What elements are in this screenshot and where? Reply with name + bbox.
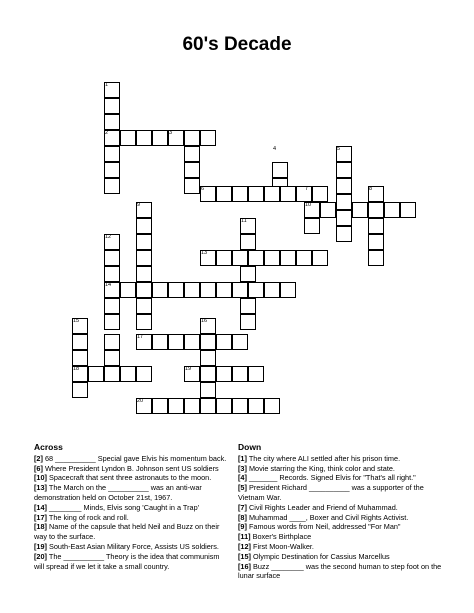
clue-text: Famous words from Neil, addressed "For Man" <box>246 522 401 532</box>
clue-text: ________ Minds, Elvis song 'Caught in a Trap' <box>46 502 200 512</box>
down-header: Down <box>238 442 262 452</box>
grid-cell[interactable] <box>152 398 168 414</box>
grid-cell[interactable] <box>280 282 296 298</box>
clue-number: 18 <box>73 366 80 372</box>
grid-cell[interactable] <box>200 398 216 414</box>
down-clue <box>238 454 450 464</box>
across-clue <box>34 464 230 474</box>
grid-cell[interactable] <box>312 186 328 202</box>
grid-cell[interactable] <box>368 218 384 234</box>
clue-number: 10 <box>305 202 312 208</box>
clue-text: Olympic Destination for Cassius Marcellus <box>250 551 390 561</box>
down-clue <box>238 522 450 532</box>
across-clue <box>34 483 230 503</box>
grid-cell[interactable] <box>200 282 216 298</box>
clue-index: [10] <box>34 473 47 483</box>
clue-index: [17] <box>34 512 47 522</box>
grid-cell[interactable] <box>352 202 368 218</box>
grid-cell[interactable] <box>136 218 152 234</box>
grid-cell[interactable] <box>232 398 248 414</box>
grid-cell[interactable] <box>72 350 88 366</box>
grid-cell[interactable] <box>104 350 120 366</box>
across-clues <box>34 443 230 571</box>
grid-cell[interactable] <box>336 226 352 242</box>
grid-cell[interactable] <box>232 366 248 382</box>
grid-cell[interactable] <box>272 162 288 178</box>
grid-cell[interactable] <box>232 334 248 350</box>
clue-text: The city where ALI settled after his prison time. <box>246 453 401 463</box>
down-clue <box>238 532 450 542</box>
clue-text: Movie starring the King, think color and state. <box>246 463 395 473</box>
grid-cell[interactable] <box>232 186 248 202</box>
clue-number: 16 <box>201 318 208 324</box>
clue-number: 17 <box>137 334 144 340</box>
clue-text: Buzz ________ was the second human to step foot on the lunar surface <box>238 561 442 581</box>
grid-cell[interactable] <box>104 298 120 314</box>
across-header: Across <box>34 442 63 452</box>
grid-cell[interactable] <box>304 218 320 234</box>
clue-number: 5 <box>337 146 341 152</box>
clue-index: [5] <box>238 483 247 493</box>
grid-cell[interactable] <box>200 366 216 382</box>
grid-cell[interactable] <box>184 162 200 178</box>
grid-cell[interactable] <box>152 334 168 350</box>
clue-number: 8 <box>369 186 373 192</box>
grid-cell[interactable] <box>400 202 416 218</box>
down-clues <box>238 443 450 581</box>
grid-cell[interactable] <box>248 282 264 298</box>
clue-index: [16] <box>238 561 251 571</box>
clue-index: [12] <box>238 541 251 551</box>
grid-cell[interactable] <box>200 130 216 146</box>
grid-cell[interactable] <box>104 98 120 114</box>
down-clue <box>238 562 450 582</box>
clue-text: Spacecraft that sent three astronauts to the moon. <box>46 473 212 483</box>
grid-cell[interactable] <box>168 334 184 350</box>
page-title: 60's Decade <box>182 34 292 55</box>
grid-cell[interactable] <box>136 298 152 314</box>
clue-index: [19] <box>34 541 47 551</box>
clue-index: [13] <box>34 483 47 493</box>
grid-cell[interactable] <box>336 194 352 210</box>
grid-cell[interactable] <box>248 186 264 202</box>
clue-text: Civil Rights Leader and Friend of Muhammad. <box>246 502 398 512</box>
grid-cell[interactable] <box>240 266 256 282</box>
grid-cell[interactable] <box>240 234 256 250</box>
clue-text: Muhammad ____, Boxer and Civil Rights Activist. <box>246 512 409 522</box>
grid-cell[interactable] <box>216 334 232 350</box>
grid-cell[interactable] <box>168 398 184 414</box>
clue-text: President Richard __________ was a supporter of the Vietnam War. <box>238 483 424 502</box>
grid-cell[interactable] <box>184 146 200 162</box>
clue-number: 14 <box>105 282 112 288</box>
grid-cell[interactable] <box>136 282 152 298</box>
grid-cell[interactable] <box>168 282 184 298</box>
clue-number: 9 <box>137 202 141 208</box>
grid-cell[interactable] <box>152 130 168 146</box>
clue-number: 4 <box>273 146 277 152</box>
grid-cell[interactable] <box>336 210 352 226</box>
grid-cell[interactable] <box>368 234 384 250</box>
clue-index: [6] <box>34 463 43 473</box>
grid-cell[interactable] <box>216 282 232 298</box>
clue-text: The king of rock and roll. <box>46 512 129 522</box>
grid-cell[interactable] <box>104 250 120 266</box>
grid-cell[interactable] <box>184 398 200 414</box>
clue-index: [14] <box>34 502 47 512</box>
clue-number: 2 <box>105 130 109 136</box>
grid-cell[interactable] <box>136 250 152 266</box>
grid-cell[interactable] <box>264 250 280 266</box>
grid-cell[interactable] <box>248 398 264 414</box>
grid-cell[interactable] <box>72 334 88 350</box>
grid-cell[interactable] <box>320 202 336 218</box>
down-clue-list <box>238 454 450 581</box>
clue-number: 6 <box>201 186 205 192</box>
grid-cell[interactable] <box>72 382 88 398</box>
grid-cell[interactable] <box>216 366 232 382</box>
grid-cell[interactable] <box>248 366 264 382</box>
clue-text: 68 __________ Special gave Elvis his momentum back. <box>42 453 227 463</box>
grid-cell[interactable] <box>104 334 120 350</box>
grid-cell[interactable] <box>240 298 256 314</box>
clue-index: [9] <box>238 522 247 532</box>
down-clue <box>238 513 450 523</box>
across-clue <box>34 503 230 513</box>
grid-cell[interactable] <box>184 334 200 350</box>
grid-cell[interactable] <box>104 266 120 282</box>
grid-cell[interactable] <box>232 282 248 298</box>
grid-cell[interactable] <box>120 282 136 298</box>
clue-text: The __________ Theory is the idea that communism will spread if we let it take a small country. <box>34 551 220 571</box>
grid-cell[interactable] <box>264 282 280 298</box>
across-clue <box>34 542 230 552</box>
clue-text: South-East Asian Military Force, Assists US soldiers. <box>46 541 219 551</box>
grid-cell[interactable] <box>200 350 216 366</box>
grid-cell[interactable] <box>104 146 120 162</box>
grid-cell[interactable] <box>136 366 152 382</box>
clue-text: Boxer's Birthplace <box>250 532 312 542</box>
grid-cell[interactable] <box>200 382 216 398</box>
clue-index: [11] <box>238 532 251 542</box>
grid-cell[interactable] <box>336 178 352 194</box>
grid-cell[interactable] <box>104 114 120 130</box>
grid-cell[interactable] <box>136 130 152 146</box>
grid-cell[interactable] <box>136 314 152 330</box>
grid-cell[interactable] <box>216 250 232 266</box>
clue-number: 20 <box>137 398 144 404</box>
clue-index: [8] <box>238 512 247 522</box>
down-clue <box>238 552 450 562</box>
grid-cell[interactable] <box>384 202 400 218</box>
down-clue <box>238 473 450 483</box>
grid-cell[interactable] <box>104 162 120 178</box>
clue-number: 19 <box>185 366 192 372</box>
clue-number: 11 <box>241 218 247 224</box>
grid-cell[interactable] <box>184 282 200 298</box>
down-clue <box>238 542 450 552</box>
down-clue <box>238 503 450 513</box>
grid-cell[interactable] <box>120 366 136 382</box>
across-clue <box>34 552 230 572</box>
across-clue <box>34 454 230 464</box>
grid-cell[interactable] <box>216 398 232 414</box>
grid-cell[interactable] <box>104 178 120 194</box>
clue-number: 13 <box>201 250 208 256</box>
clue-number: 1 <box>105 82 109 88</box>
down-clue <box>238 464 450 474</box>
grid-cell[interactable] <box>152 282 168 298</box>
across-clue <box>34 473 230 483</box>
across-clue <box>34 513 230 523</box>
grid-cell[interactable] <box>312 250 328 266</box>
across-clue-list <box>34 454 230 572</box>
grid-cell[interactable] <box>136 266 152 282</box>
clue-index: [4] <box>238 473 247 483</box>
down-clue <box>238 483 450 503</box>
clue-text: The March on the __________ was an anti-war demonstration held on October 21st, 1967. <box>34 483 202 502</box>
clue-text: First Moon-Walker. <box>250 541 314 551</box>
grid-cell[interactable] <box>264 186 280 202</box>
grid-cell[interactable] <box>200 334 216 350</box>
grid-cell[interactable] <box>248 250 264 266</box>
clue-index: [15] <box>238 551 251 561</box>
grid-cell[interactable] <box>104 366 120 382</box>
grid-cell[interactable] <box>88 366 104 382</box>
grid-cell[interactable] <box>368 202 384 218</box>
grid-cell[interactable] <box>336 162 352 178</box>
grid-cell[interactable] <box>368 250 384 266</box>
clue-text: _______ Records. Signed Elvis for "That's all right." <box>246 473 416 483</box>
clue-number: 7 <box>305 186 309 192</box>
clue-text: Name of the capsule that held Neil and Buzz on their way to the surface. <box>34 522 220 542</box>
grid-cell[interactable] <box>104 314 120 330</box>
clue-number: 3 <box>169 130 173 136</box>
clue-index: [2] <box>34 453 43 463</box>
grid-cell[interactable] <box>280 250 296 266</box>
grid-cell[interactable] <box>120 130 136 146</box>
grid-cell[interactable] <box>240 314 256 330</box>
clue-number: 15 <box>73 318 80 324</box>
grid-cell[interactable] <box>216 186 232 202</box>
clue-text: Where President Lyndon B. Johnson sent US soldiers <box>42 463 219 473</box>
grid-cell[interactable] <box>184 130 200 146</box>
clue-index: [18] <box>34 522 47 532</box>
clue-index: [1] <box>238 453 247 463</box>
clue-index: [7] <box>238 502 247 512</box>
grid-cell[interactable] <box>184 178 200 194</box>
grid-cell[interactable] <box>280 186 296 202</box>
clue-index: [3] <box>238 463 247 473</box>
grid-cell[interactable] <box>264 398 280 414</box>
grid-cell[interactable] <box>296 250 312 266</box>
grid-cell[interactable] <box>232 250 248 266</box>
across-clue <box>34 522 230 542</box>
clue-number: 12 <box>105 234 112 240</box>
grid-cell[interactable] <box>136 234 152 250</box>
grid-cell[interactable] <box>296 186 312 202</box>
clue-index: [20] <box>34 551 47 561</box>
